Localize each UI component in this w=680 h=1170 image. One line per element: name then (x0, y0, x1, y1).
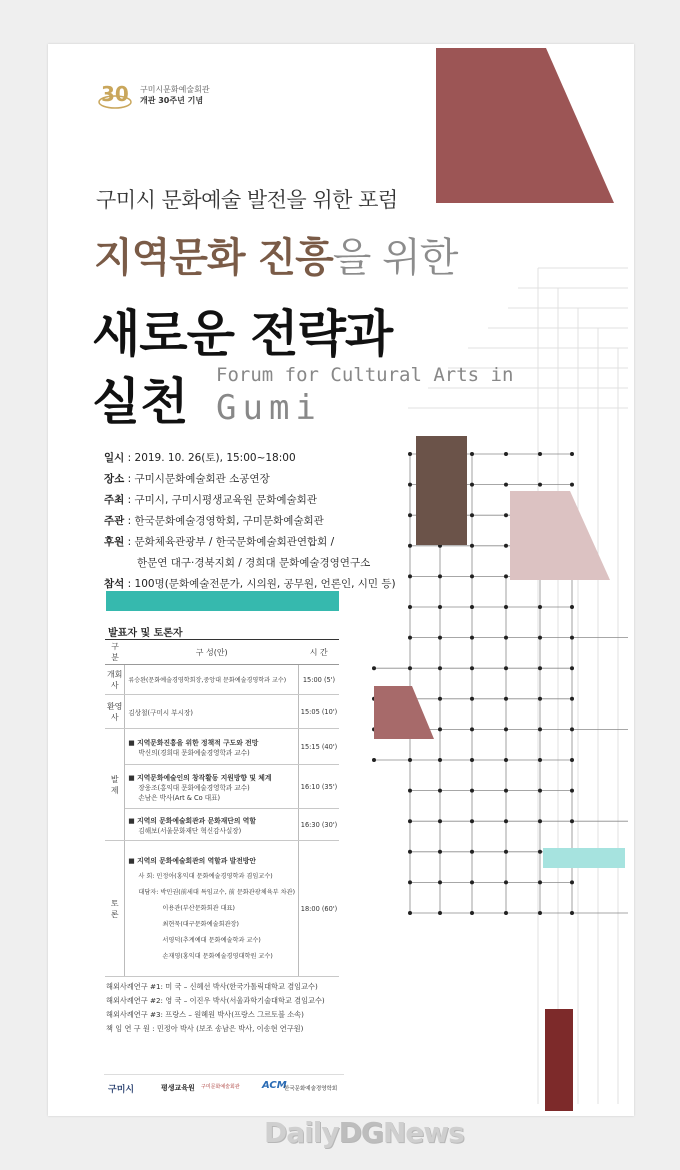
grid-dot (538, 666, 542, 670)
grid-dot (438, 880, 442, 884)
row-time: 18:00 (60') (299, 841, 340, 977)
grid-dot (470, 452, 474, 456)
grid-dot (504, 697, 508, 701)
row-time: 16:30 (30') (299, 809, 340, 841)
english-title-line-1: Forum for Cultural Arts in (216, 364, 514, 386)
table-row (105, 695, 339, 729)
grid-dot (438, 911, 442, 915)
note-line: 해외사례연구 #3: 프랑스 – 원혜원 박사(프랑스 그르토블 소속) (106, 1010, 304, 1019)
anniversary-logo-icon (98, 80, 132, 110)
grid-dot (504, 666, 508, 670)
grid-dot (470, 697, 474, 701)
note-line: 책 임 연 구 원 : 민정아 박사 (보조 송남은 박사, 이송현 연구원) (106, 1024, 304, 1033)
grid-dot (408, 850, 412, 854)
light-teal-bar (543, 848, 625, 868)
grid-dot (408, 452, 412, 456)
grid-dot (570, 452, 574, 456)
note-line: 해외사례연구 #1: 미 국 – 신혜선 박사(한국가톨릭대학교 겸임교수) (106, 982, 318, 991)
grid-dot (504, 850, 508, 854)
grid-dot (408, 758, 412, 762)
grid-dot (504, 544, 508, 548)
grid-dot (470, 605, 474, 609)
grid-dot (504, 605, 508, 609)
research-notes (106, 980, 325, 1036)
grid-dot (538, 850, 542, 854)
grid-dot (408, 544, 412, 548)
grid-dot (538, 727, 542, 731)
session-person: 김해보(서울문화재단 혁신감사실장) (138, 826, 242, 835)
grid-dot (504, 880, 508, 884)
grid-dot (570, 636, 574, 640)
session-title: ■ 지역문화진흥을 위한 정책적 구도와 전망 (128, 738, 259, 747)
panelist: 서영덕(추계예대 문화예술학과 교수) (162, 936, 261, 944)
session-content (125, 809, 299, 841)
grid-dot (408, 605, 412, 609)
sponsor-gumi-logo: 구미시 (108, 1085, 135, 1095)
row-category: 토 론 (105, 841, 125, 977)
info-sponsor-cont: 한문연 대구·경북지회 / 경희대 문화예술경영연구소 (137, 557, 371, 569)
grid-dot (438, 819, 442, 823)
grid-dot (504, 911, 508, 915)
table-row (105, 809, 339, 841)
watermark: DailyDGNews (264, 1116, 464, 1149)
svg-text:30: 30 (101, 82, 129, 106)
grid-dot (538, 911, 542, 915)
info-attendees: 참석 : 100명(문화예술전문가, 시의원, 공무원, 언론인, 시민 등) (104, 578, 396, 590)
sponsor-acm-name: 한국문화예술경영학회 (284, 1086, 338, 1092)
info-sponsor: 후원 : 문화체육관광부 / 한국문화예술회관연합회 / (104, 536, 335, 548)
row-content: 류승완(문화예술경영학회장,중앙대 문화예술경영학과 교수) (125, 665, 299, 695)
grid-dot (438, 666, 442, 670)
dark-red-bar (545, 1009, 573, 1111)
session-content (125, 765, 299, 809)
session-content (125, 841, 299, 977)
info-date: 일시 : 2019. 10. 26(토), 15:00~18:00 (104, 452, 296, 464)
sponsor-lifelong-education: 평생교육원 (161, 1084, 195, 1092)
grid-dot (570, 911, 574, 915)
grid-dot (570, 819, 574, 823)
title-line-1 (94, 226, 457, 283)
title-line-2: 새로운 전략과 (92, 305, 393, 363)
footer-divider (104, 1074, 344, 1075)
grid-dot (504, 758, 508, 762)
table-row (105, 729, 339, 765)
logo-org-name: 구미시문화예술회관 (140, 85, 210, 94)
row-category: 개회사 (105, 665, 125, 695)
grid-dot (408, 636, 412, 640)
grid-dot (504, 452, 508, 456)
grid-dot (570, 697, 574, 701)
program-table (105, 639, 339, 977)
moderator: 사 회: 민정아(홍익대 문화예술경영학과 겸임교수) (138, 872, 273, 880)
grid-dot (408, 666, 412, 670)
teal-divider-bar (106, 591, 339, 611)
grid-dot (570, 789, 574, 793)
grid-dot (470, 513, 474, 517)
grid-dot (438, 727, 442, 731)
title-suffix: 을 위한 (332, 235, 458, 281)
grid-dot (538, 452, 542, 456)
grid-dot (470, 727, 474, 731)
session-content (125, 729, 299, 765)
grid-dot (570, 483, 574, 487)
grid-dot (538, 758, 542, 762)
header-content: 구 성(안) (125, 640, 299, 665)
grid-dot (538, 819, 542, 823)
row-category: 환영사 (105, 695, 125, 729)
poster (48, 44, 634, 1116)
grid-dot (504, 727, 508, 731)
grid-dot (470, 483, 474, 487)
grid-dot (538, 605, 542, 609)
grid-dot (470, 758, 474, 762)
info-host: 주최 : 구미시, 구미시평생교육원 문화예술회관 (104, 494, 317, 506)
grid-dot (504, 789, 508, 793)
grid-dot (408, 513, 412, 517)
session-title: ■ 지역의 문화예술회관의 역할과 발전방안 (128, 856, 256, 865)
grid-dot (438, 636, 442, 640)
grid-dot (504, 636, 508, 640)
session-person: 손남은 박사(Art & Co 대표) (138, 793, 221, 802)
title-line-3: 실천 (92, 373, 189, 431)
info-venue: 장소 : 구미시문화예술회관 소공연장 (104, 473, 270, 485)
background-grid-lines (408, 268, 628, 1104)
forum-subtitle: 구미시 문화예술 발전을 위한 포럼 (96, 188, 398, 212)
grid-dot (470, 880, 474, 884)
grid-dot (438, 574, 442, 578)
pink-trapezoid (510, 491, 610, 580)
grid-dot (470, 666, 474, 670)
row-time: 15:05 (10') (299, 695, 340, 729)
grid-dot (504, 513, 508, 517)
grid-dot (408, 880, 412, 884)
table-row (105, 765, 339, 809)
grid-dot (470, 789, 474, 793)
table-header-row (105, 640, 339, 665)
rose-trapezoid (374, 686, 434, 739)
grid-dot (408, 483, 412, 487)
grid-dot (570, 880, 574, 884)
sponsor-arts-center: 구미문화예술회관 (201, 1084, 240, 1090)
session-title: ■ 지역문화예술인의 창작활동 지원방향 및 체계 (128, 773, 272, 782)
info-organizer: 주관 : 한국문화예술경영학회, 구미문화예술회관 (104, 515, 324, 527)
header-category: 구 분 (105, 640, 125, 665)
grid-dot (470, 911, 474, 915)
header-time: 시 간 (299, 640, 340, 665)
session-title: ■ 지역의 문화예술회관과 문화재단의 역할 (128, 816, 256, 825)
grid-dot (372, 666, 376, 670)
grid-dot (470, 544, 474, 548)
grid-dot (538, 636, 542, 640)
grid-dot (438, 697, 442, 701)
grid-dot (570, 666, 574, 670)
panelist: 손재영(홍익대 문화예술경영대학원 교수) (162, 952, 273, 960)
sponsor-acm-logo: ACM (262, 1080, 287, 1091)
table-row (105, 841, 339, 977)
grid-dot (438, 789, 442, 793)
grid-dot (504, 483, 508, 487)
grid-dot (438, 758, 442, 762)
grid-dot (408, 819, 412, 823)
grid-dot (538, 880, 542, 884)
row-time: 15:15 (40') (299, 729, 340, 765)
maroon-trapezoid (436, 48, 614, 203)
grid-dot (372, 758, 376, 762)
row-content: 김상철(구미시 부시장) (125, 695, 299, 729)
grid-dot (438, 850, 442, 854)
row-category: 발 제 (105, 729, 125, 841)
program-title: 발표자 및 토론자 (108, 628, 183, 639)
grid-dot (504, 574, 508, 578)
grid-dot (538, 483, 542, 487)
grid-dot (538, 789, 542, 793)
grid-dot (470, 850, 474, 854)
panel-lead: 대담자: 박민권(前세대 특임교수, 前 문화관광체육부 차관) (138, 888, 295, 896)
session-person: 박신의(경희대 문화예술경영학과 교수) (138, 748, 250, 757)
grid-dot (570, 727, 574, 731)
grid-dot (470, 819, 474, 823)
panelist: 최현묵(대구문화예술회관장) (162, 920, 239, 928)
grid-dot (470, 636, 474, 640)
grid-dot (438, 605, 442, 609)
title-emphasis: 지역문화 진흥 (94, 235, 333, 281)
dot-grid (372, 452, 628, 915)
grid-dot (408, 574, 412, 578)
grid-dot (470, 574, 474, 578)
dark-brown-rectangle (416, 436, 467, 545)
english-title-line-2: Gumi (216, 388, 322, 428)
grid-dot (570, 758, 574, 762)
table-row (105, 665, 339, 695)
grid-dot (538, 697, 542, 701)
logo-anniversary: 개관 30주년 기념 (140, 96, 204, 105)
grid-dot (504, 819, 508, 823)
panelist: 이용관(부산문화회관 대표) (162, 904, 235, 912)
note-line: 해외사례연구 #2: 영 국 – 이진우 박사(서울과학기술대학교 겸임교수) (106, 996, 325, 1005)
grid-dot (408, 911, 412, 915)
session-person: 장웅조(홍익대 문화예술경영학과 교수) (138, 783, 250, 792)
grid-dot (570, 605, 574, 609)
event-info (104, 448, 396, 595)
row-time: 15:00 (5') (299, 665, 340, 695)
row-time: 16:10 (35') (299, 765, 340, 809)
grid-dot (408, 789, 412, 793)
